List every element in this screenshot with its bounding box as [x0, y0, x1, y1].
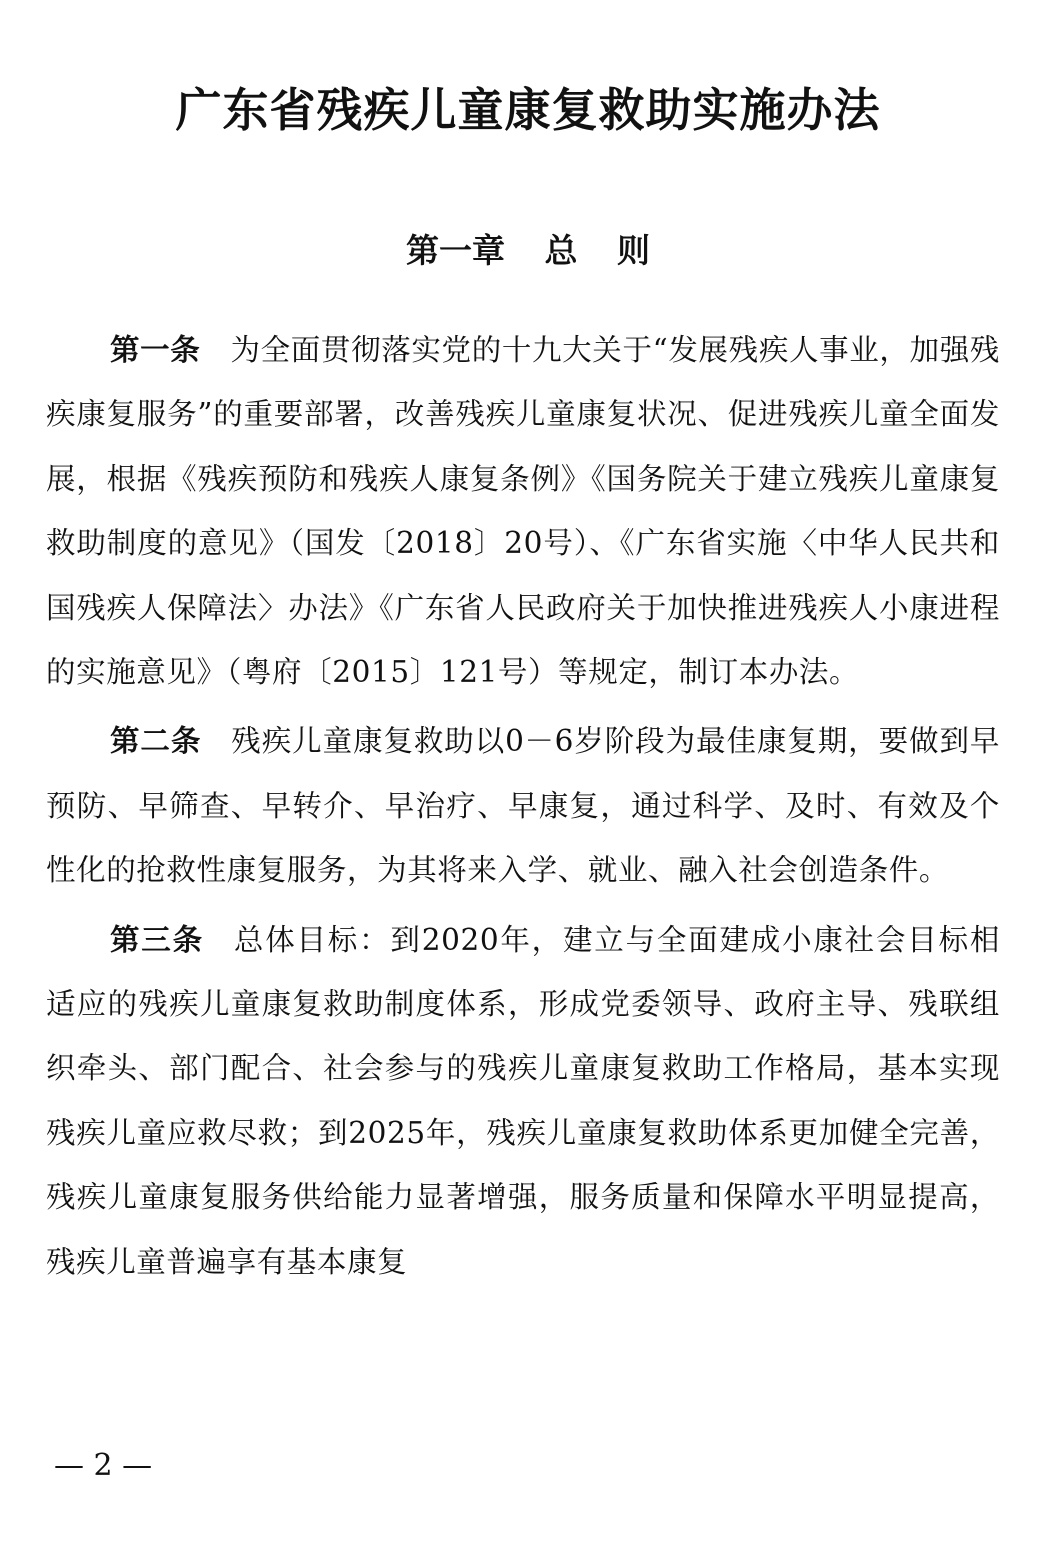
article-label: 第一条 [110, 333, 201, 367]
article-3 [46, 908, 1000, 1294]
article-text: 总体目标：到2020年，建立与全面建成小康社会目标相适应的残疾儿童康复救助制度体系，形成党委领导、政府主导、残联组织牵头、部门配合、社会参与的残疾儿童康复救助工作格局，基本实现残疾儿童应救尽救；到2025年，残疾儿童康复救助体系更加健全完善，残疾儿童康复服务供给能力显著增强，服务质量和保障水平明显提高，残疾儿童普遍享有基本康复 [46, 922, 1000, 1279]
page-number: — 2 — [54, 1448, 153, 1483]
article-1 [46, 318, 1000, 704]
article-text: 为全面贯彻落实党的十九大关于“发展残疾人事业，加强残疾康复服务”的重要部署，改善残疾儿童康复状况、促进残疾儿童全面发展，根据《残疾预防和残疾人康复条例》《国务院关于建立残疾儿童康复救助制度的意见》（国发〔2018〕20号）、《广东省实施〈中华人民共和国残疾人保障法〉办法》《广东省人民政府关于加快推进残疾人小康进程的实施意见》（粤府〔2015〕121号）等规定，制订本办法。 [46, 333, 1000, 690]
article-label: 第三条 [110, 922, 204, 957]
document-body [46, 318, 1000, 1299]
chapter-heading: 第一章 总 则 [406, 231, 650, 270]
article-label: 第二条 [110, 724, 202, 759]
article-2 [46, 709, 1000, 902]
article-text: 残疾儿童康复救助以0－6岁阶段为最佳康复期，要做到早预防、早筛查、早转介、早治疗、早康复，通过科学、及时、有效及个性化的抢救性康复服务，为其将来入学、就业、融入社会创造条件。 [46, 724, 1000, 888]
document-title: 广东省残疾儿童康复救助实施办法 [175, 83, 881, 137]
